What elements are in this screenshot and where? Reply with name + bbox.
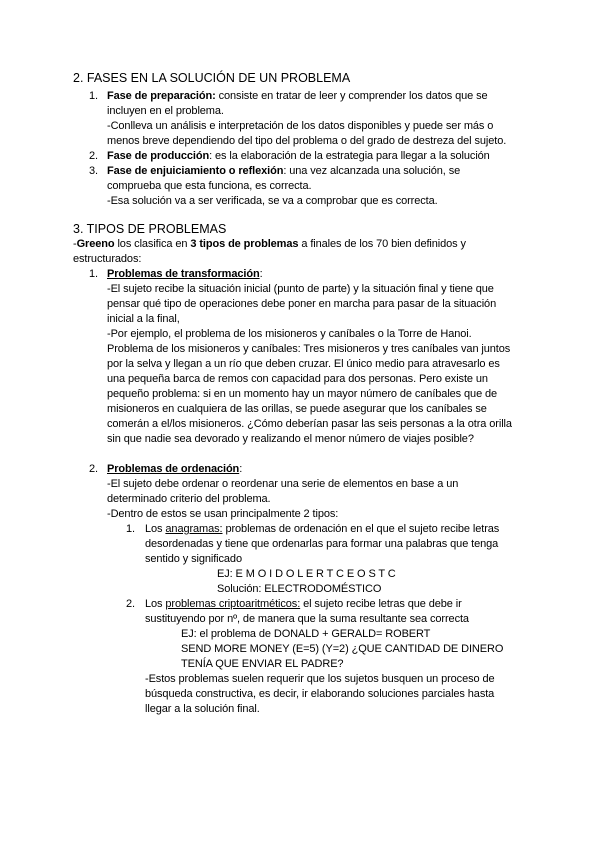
text-line: -El sujeto recibe la situación inicial (punto de parte) y la situación final y tiene que — [107, 283, 494, 295]
term-preparacion: Fase de preparación: — [107, 90, 216, 102]
text-line: por la selva y llegan a un río que deben cruzar. El único medio para atravesarlo es — [107, 358, 500, 370]
term-enjuiciamiento: Fase de enjuiciamiento o reflexión — [107, 165, 284, 177]
list-number: 2. — [126, 598, 135, 610]
text-line: desordenadas y tiene que ordenarlas para formar una palabras que tenga — [145, 538, 499, 550]
text-line: menos breve dependiendo del tipo del problema o del grado de destreza del sujeto. — [107, 135, 507, 147]
list-number: 1. — [126, 523, 135, 535]
text-line: inicial a la final, — [107, 313, 180, 325]
list-number: 3. — [89, 165, 98, 177]
text-line: estructurados: — [73, 253, 142, 265]
text-line: sin que nadie sea devorado y realizando el menor número de viajes posible? — [107, 433, 474, 445]
text-line: Problema de los misioneros y caníbales: Tres misioneros y tres caníbales van juntos — [107, 343, 511, 355]
section-2-heading: 2. FASES EN LA SOLUCIÓN DE UN PROBLEMA — [73, 71, 351, 85]
text-line: sentido y significado — [145, 553, 242, 565]
text-line: llegar a la solución final. — [145, 703, 260, 715]
list-item: Fase de preparación: consiste en tratar de leer y comprender los datos que se — [107, 90, 488, 102]
list-item: Problemas de ordenación: — [107, 463, 243, 475]
example-line: EJ: E M O I D O L E R T C E O S T C — [217, 568, 396, 580]
text-line: comerán a el/los misioneros. ¿Cómo deberían pasar las seis personas a la otra orilla — [107, 418, 512, 430]
term-anagramas: anagramas: — [165, 523, 223, 535]
text-line: incluyen en el problema. — [107, 105, 224, 117]
text-line: -Conlleva un análisis e interpretación de los datos disponibles y puede ser más o — [107, 120, 494, 132]
term-criptoaritmeticos: problemas criptoaritméticos: — [165, 598, 301, 610]
term-transformacion: Problemas de transformación — [107, 268, 260, 280]
text-line: comprueba que esta funciona, es correcta. — [107, 180, 312, 192]
text-line: pensar qué tipo de operaciones debe poner en marcha para pasar de la situación — [107, 298, 497, 310]
text-line: misioneros en cualquiera de las orillas, se puede asegurar que los caníbales se — [107, 403, 487, 415]
text-line: -Dentro de estos se usan principalmente 2 tipos: — [107, 508, 339, 520]
list-number: 2. — [89, 463, 98, 475]
intro-line: -Greeno los clasifica en 3 tipos de problemas a finales de los 70 bien definidos y — [73, 238, 466, 250]
term-produccion: Fase de producción — [107, 150, 210, 162]
list-item: Problemas de transformación: — [107, 268, 263, 280]
list-item: Los problemas criptoaritméticos: el sujeto recibe letras que debe ir — [145, 598, 462, 610]
list-item: Los anagramas: problemas de ordenación en el que el sujeto recibe letras — [145, 523, 500, 535]
solution-line: Solución: ELECTRODOMÉSTICO — [217, 583, 382, 595]
list-item: Fase de enjuiciamiento o reflexión: una vez alcanzada una solución, se — [107, 165, 461, 177]
text-line: pequeño problema: si en un momento hay un mayor número de caníbales que de — [107, 388, 498, 400]
text-line: -Esa solución va a ser verificada, se va a comprobar que es correcta. — [107, 195, 438, 207]
text-line: una pequeña barca de remos con capacidad para dos personas. Pero existe un — [107, 373, 488, 385]
example-line: SEND MORE MONEY (E=5) (Y=2) ¿QUE CANTIDAD DE DINERO — [181, 643, 504, 655]
text-line: sustituyendo por nº, de manera que la suma resultante sea correcta — [145, 613, 469, 625]
example-line: TENÍA QUE ENVIAR EL PADRE? — [181, 658, 344, 670]
text-line: -Por ejemplo, el problema de los misioneros y caníbales o la Torre de Hanoi. — [107, 328, 472, 340]
text-line: -Estos problemas suelen requerir que los sujetos busquen un proceso de — [145, 673, 495, 685]
list-item: Fase de producción: es la elaboración de la estrategia para llegar a la solución — [107, 150, 490, 162]
term-ordenacion: Problemas de ordenación — [107, 463, 240, 475]
text-line: búsqueda constructiva, es decir, ir elaborando soluciones parciales hasta — [145, 688, 495, 700]
section-3-heading: 3. TIPOS DE PROBLEMAS — [73, 222, 227, 236]
list-number: 1. — [89, 90, 98, 102]
example-line: EJ: el problema de DONALD + GERALD= ROBERT — [181, 628, 431, 640]
text-line: determinado criterio del problema. — [107, 493, 271, 505]
list-number: 1. — [89, 268, 98, 280]
list-number: 2. — [89, 150, 98, 162]
text-line: -El sujeto debe ordenar o reordenar una serie de elementos en base a un — [107, 478, 459, 490]
